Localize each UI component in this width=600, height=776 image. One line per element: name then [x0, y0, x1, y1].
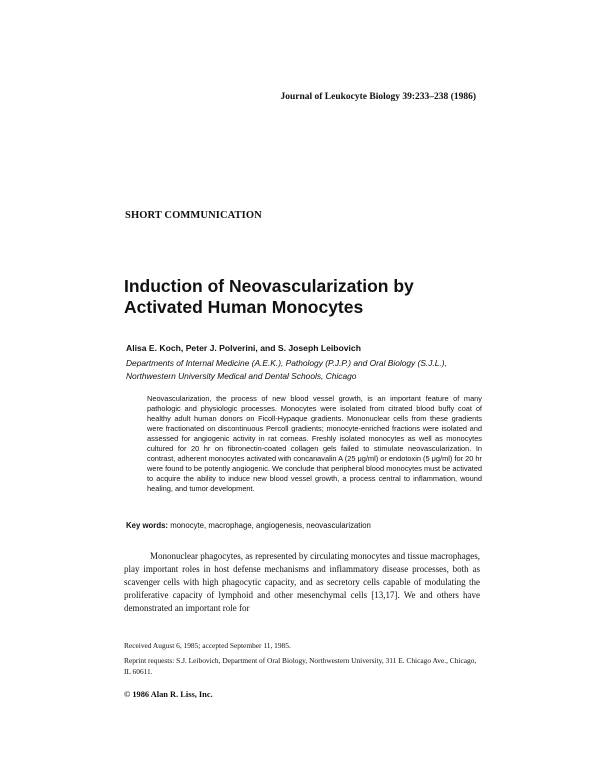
title-line-1: Induction of Neovascularization by: [124, 276, 414, 296]
reprint-requests-note: Reprint requests: S.J. Leibovich, Department of Oral Biology, Northwestern University, 311 E. Chicago Ave., Chicago, IL 60611.: [124, 656, 477, 676]
title-line-2: Activated Human Monocytes: [124, 297, 364, 317]
section-label: SHORT COMMUNICATION: [125, 210, 262, 221]
keywords-list: monocyte, macrophage, angiogenesis, neovascularization: [170, 521, 371, 530]
body-paragraph: Mononuclear phagocytes, as represented by circulating monocytes and tissue macrophages, play important roles in host defense mechanisms and inflammatory disease processes, both as scavenger cells with high phagocytic capacity, and as secretory cells capable of modulating the proliferative capacity of lymphoid and other mesenchymal cells [13,17]. We and others have demonstrated an important role for: [124, 551, 480, 613]
journal-reference: Journal of Leukocyte Biology 39:233–238 (1986): [280, 92, 476, 102]
keywords-label: Key words:: [126, 521, 169, 530]
author-list: Alisa E. Koch, Peter J. Polverini, and S. Joseph Leibovich: [126, 343, 361, 353]
keywords: [126, 521, 371, 530]
copyright-notice: © 1986 Alan R. Liss, Inc.: [124, 690, 213, 699]
article-title: [124, 276, 414, 318]
affiliation: Departments of Internal Medicine (A.E.K.), Pathology (P.J.P.) and Oral Biology (S.J.L.), Northwestern University Medical and Dental Schools, Chicago: [126, 358, 447, 381]
received-date-note: Received August 6, 1985; accepted September 11, 1985.: [124, 641, 291, 650]
abstract: Neovascularization, the process of new blood vessel growth, is an important feature of many pathologic and physiologic processes. Monocytes were isolated from citrated blood buffy coat of healthy adult human donors on Ficoll-Hypaque gradients. Mononuclear cells from these gradients were fractionated on discontinuous Percoll gradients; monocyte-enriched fractions were isolated and assessed for angiogenic activity in rat corneas. Freshly isolated monocytes as well as monocytes cultured for 20 hr on fibronectin-coated collagen gels failed to stimulate neovascularization. In contrast, adherent monocytes activated with concanavalin A (25 μg/ml) or endotoxin (5 μg/ml) for 20 hr were found to be potently angiogenic. We conclude that peripheral blood monocytes must be activated to acquire the ability to induce new blood vessel growth, a process central to inflammation, wound healing, and tumor development.: [147, 394, 482, 493]
